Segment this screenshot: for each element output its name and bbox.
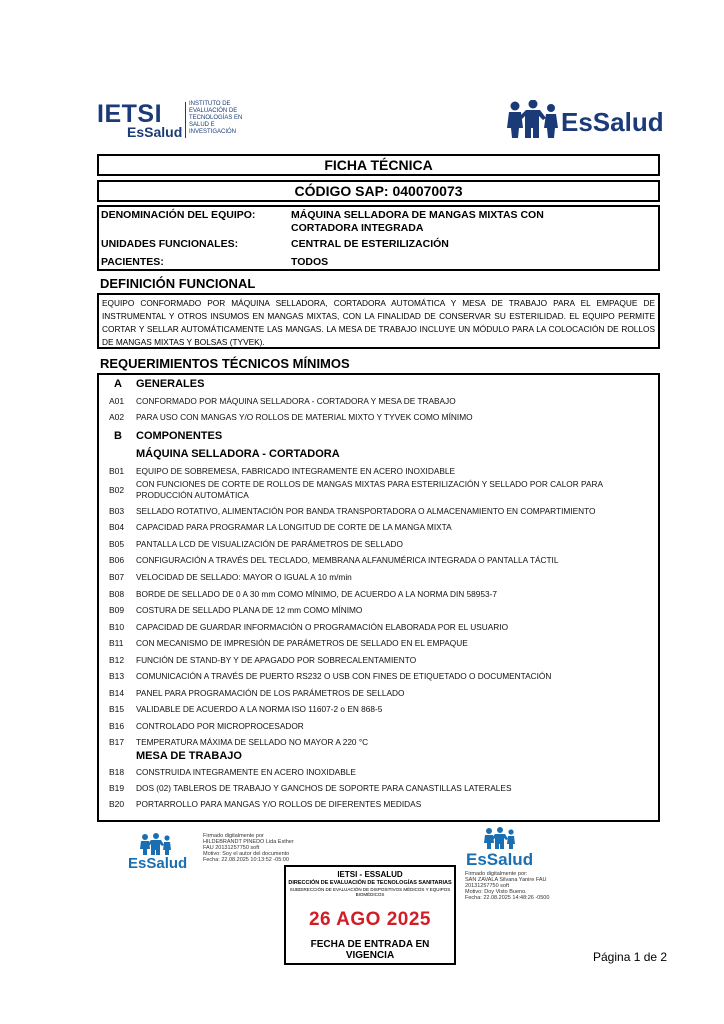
subsection-mesa-title: MESA DE TRABAJO bbox=[136, 750, 242, 762]
req-code: B08 bbox=[109, 589, 125, 599]
codigo-sap-title: CÓDIGO SAP: 040070073 bbox=[97, 180, 660, 202]
section-a-title: GENERALES bbox=[136, 378, 205, 390]
denominacion-value-line1: MÁQUINA SELLADORA DE MANGAS MIXTAS CON bbox=[291, 209, 544, 221]
req-text: PANEL PARA PROGRAMACIÓN DE LOS PARÁMETROS DE SELLADO bbox=[136, 688, 405, 698]
vigencia-stamp bbox=[284, 865, 456, 965]
req-code: A02 bbox=[109, 412, 125, 422]
denominacion-label: DENOMINACIÓN DEL EQUIPO: bbox=[101, 209, 256, 221]
req-text: PORTARROLLO PARA MANGAS Y/O ROLLOS DE DIFERENTES MEDIDAS bbox=[136, 799, 422, 809]
stamp-subtitle-small: SUBDIRECCIÓN DE EVALUACIÓN DE DISPOSITIVOS MÉDICOS Y EQUIPOS BIOMÉDICOS bbox=[289, 887, 451, 897]
req-text: SELLADO ROTATIVO, ALIMENTACIÓN POR BANDA TRANSPORTADORA O ALMACENAMIENTO EN COMPARTIMIENTO bbox=[136, 506, 596, 516]
ietsi-logo bbox=[97, 100, 247, 140]
signature1-logo-text: EsSalud bbox=[128, 855, 188, 872]
req-text: CONTROLADO POR MICROPROCESADOR bbox=[136, 721, 304, 731]
req-code: B19 bbox=[109, 783, 125, 793]
req-code: A01 bbox=[109, 396, 125, 406]
req-text: CONSTRUIDA INTEGRAMENTE EN ACERO INOXIDABLE bbox=[136, 767, 356, 777]
ficha-title: FICHA TÉCNICA bbox=[97, 154, 660, 176]
essalud-logo-text: EsSalud bbox=[561, 107, 664, 137]
req-text: COSTURA DE SELLADO PLANA DE 12 mm COMO MÍNIMO bbox=[136, 605, 363, 615]
req-code: B11 bbox=[109, 638, 124, 648]
unidades-value: CENTRAL DE ESTERILIZACIÓN bbox=[291, 238, 449, 250]
req-text: FUNCIÓN DE STAND-BY Y DE APAGADO POR SOBRECALENTAMIENTO bbox=[136, 655, 417, 665]
req-code: B13 bbox=[109, 671, 125, 681]
logo-divider bbox=[185, 102, 186, 138]
req-text: CONFORMADO POR MÁQUINA SELLADORA - CORTADORA Y MESA DE TRABAJO bbox=[136, 396, 456, 406]
section-b-title: COMPONENTES bbox=[136, 430, 223, 442]
req-text: CONFIGURACIÓN A TRAVÉS DEL TECLADO, MEMBRANA ALFANUMÉRICA INTEGRADA O PANTALLA TÁCTIL bbox=[136, 555, 559, 565]
ietsi-logo-sub: EsSalud bbox=[127, 124, 183, 140]
unidades-label: UNIDADES FUNCIONALES: bbox=[101, 238, 239, 250]
family-icon bbox=[482, 826, 518, 850]
req-text: CON MECANISMO DE IMPRESIÓN DE PARÁMETROS DE SELLADO EN EL EMPAQUE bbox=[136, 638, 468, 648]
pacientes-label: PACIENTES: bbox=[101, 256, 164, 268]
family-icon bbox=[506, 100, 560, 138]
signature2-line: Firmado digitalmente por: bbox=[465, 871, 528, 877]
req-text: DOS (02) TABLEROS DE TRABAJO Y GANCHOS DE SOPORTE PARA CANASTILLAS LATERALES bbox=[136, 783, 512, 793]
stamp-footer: FECHA DE ENTRADA EN VIGENCIA bbox=[310, 939, 430, 961]
req-code: B03 bbox=[109, 506, 125, 516]
req-text: PARA USO CON MANGAS Y/O ROLLOS DE MATERIAL MIXTO Y TYVEK COMO MÍNIMO bbox=[136, 412, 473, 422]
ietsi-description: INSTITUTO DE EVALUACIÓN DE TECNOLOGÍAS EN SALUD E INVESTIGACIÓN bbox=[189, 101, 243, 135]
req-text: CAPACIDAD PARA PROGRAMAR LA LONGITUD DE CORTE DE LA MANGA MIXTA bbox=[136, 522, 452, 532]
req-code: B16 bbox=[109, 721, 125, 731]
definicion-heading: DEFINICIÓN FUNCIONAL bbox=[100, 276, 256, 291]
requerimientos-heading: REQUERIMIENTOS TÉCNICOS MÍNIMOS bbox=[100, 356, 350, 371]
req-code: B07 bbox=[109, 572, 125, 582]
signature1-line: Motivo: Soy el autor del documento bbox=[203, 851, 290, 857]
identification-block bbox=[97, 205, 660, 271]
req-code: B17 bbox=[109, 737, 125, 747]
section-a-letter: A bbox=[114, 378, 122, 390]
essalud-logo bbox=[506, 100, 666, 140]
signature1-text bbox=[203, 833, 343, 863]
signature1-line: Fecha: 22.08.2025 10:13:52 -05:00 bbox=[203, 857, 289, 863]
page-number: Página 1 de 2 bbox=[593, 950, 668, 964]
signature2-logo-text: EsSalud bbox=[466, 850, 534, 869]
signature1-line: Firmado digitalmente por bbox=[203, 833, 264, 839]
req-text: CAPACIDAD DE GUARDAR INFORMACIÓN O PROGRAMACIÓN ELABORADA POR EL USUARIO bbox=[136, 622, 509, 632]
req-text: PANTALLA LCD DE VISUALIZACIÓN DE PARÁMETROS DE SELLADO bbox=[136, 539, 403, 549]
req-text: EQUIPO DE SOBREMESA, FABRICADO INTEGRAMENTE EN ACERO INOXIDABLE bbox=[136, 466, 456, 476]
req-text: CON FUNCIONES DE CORTE DE ROLLOS DE MANGAS MIXTAS PARA ESTERILIZACIÓN Y SELLADO POR CALOR PARA PRODUCCIÓN AUTOMÁTICA bbox=[136, 479, 603, 500]
family-icon bbox=[138, 833, 174, 855]
req-text: BORDE DE SELLADO DE 0 A 30 mm COMO MÍNIMO, DE ACUERDO A LA NORMA DIN 58953-7 bbox=[136, 589, 498, 599]
signature2-line: 20131257750 soft bbox=[465, 883, 510, 889]
signature1-line: HILDEBRANDT PINEDO Lida Esther bbox=[203, 839, 294, 845]
req-code: B15 bbox=[109, 704, 125, 714]
section-b-letter: B bbox=[114, 430, 122, 442]
req-code: B09 bbox=[109, 605, 125, 615]
signature2-line: Motivo: Doy Visto Bueno. bbox=[465, 889, 527, 895]
signature1-logo bbox=[124, 833, 204, 873]
signature2-text bbox=[465, 871, 585, 901]
signature1-line: FAU 20131257750 soft bbox=[203, 845, 260, 851]
req-code: B10 bbox=[109, 622, 125, 632]
ietsi-logo-text: IETSI bbox=[97, 100, 163, 128]
denominacion-value-line2: CORTADORA INTEGRADA bbox=[291, 222, 424, 234]
req-code: B05 bbox=[109, 539, 125, 549]
definicion-text: EQUIPO CONFORMADO POR MÁQUINA SELLADORA, CORTADORA AUTOMÁTICA Y MESA DE TRABAJO PARA EL EMPAQUE DE INSTRUMENTAL Y OTROS INSUMOS EN MANGAS MIXTAS, CON LA FINALIDAD DE CONSERVAR SU ESTERILIDAD. EL EQUIPO PERMITE CORTAR Y SELLAR AUTOMÁTICAMENTE LAS MANGAS. LA MESA DE TRABAJO INCLUYE UN MÓDULO PARA LA COLOCACIÓN DE ROLLOS DE MANGAS MIXTAS Y BOLSAS (TYVEK). bbox=[97, 293, 660, 349]
req-code: B02 bbox=[109, 485, 125, 495]
requerimientos-box bbox=[97, 373, 660, 822]
req-text: VALIDABLE DE ACUERDO A LA NORMA ISO 11607-2 o EN 868-5 bbox=[136, 704, 383, 714]
req-text: TEMPERATURA MÁXIMA DE SELLADO NO MAYOR A 220 °C bbox=[136, 737, 369, 747]
subsection-selladora-title: MÁQUINA SELLADORA - CORTADORA bbox=[136, 448, 340, 460]
req-code: B12 bbox=[109, 655, 125, 665]
req-code: B01 bbox=[109, 466, 125, 476]
req-code: B18 bbox=[109, 767, 125, 777]
req-text: VELOCIDAD DE SELLADO: MAYOR O IGUAL A 10 m/min bbox=[136, 572, 352, 582]
req-code: B14 bbox=[109, 688, 125, 698]
stamp-date: 26 AGO 2025 bbox=[308, 909, 432, 930]
signature2-line: Fecha: 22.08.2025 14:48:26 -0500 bbox=[465, 895, 550, 901]
pacientes-value: TODOS bbox=[291, 256, 329, 268]
req-code: B06 bbox=[109, 555, 125, 565]
stamp-title: IETSI - ESSALUD bbox=[337, 870, 403, 879]
req-code: B04 bbox=[109, 522, 125, 532]
req-text: COMUNICACIÓN A TRAVÉS DE PUERTO RS232 O USB CON FINES DE ETIQUETADO O DOCUMENTACIÓN bbox=[136, 671, 552, 681]
signature2-logo bbox=[462, 826, 542, 872]
stamp-subtitle: DIRECCIÓN DE EVALUACIÓN DE TECNOLOGÍAS SANITARIAS bbox=[288, 880, 452, 886]
signature2-line: SAN ZAVALA Silvana Yanire FAU bbox=[465, 877, 547, 883]
req-code: B20 bbox=[109, 799, 125, 809]
